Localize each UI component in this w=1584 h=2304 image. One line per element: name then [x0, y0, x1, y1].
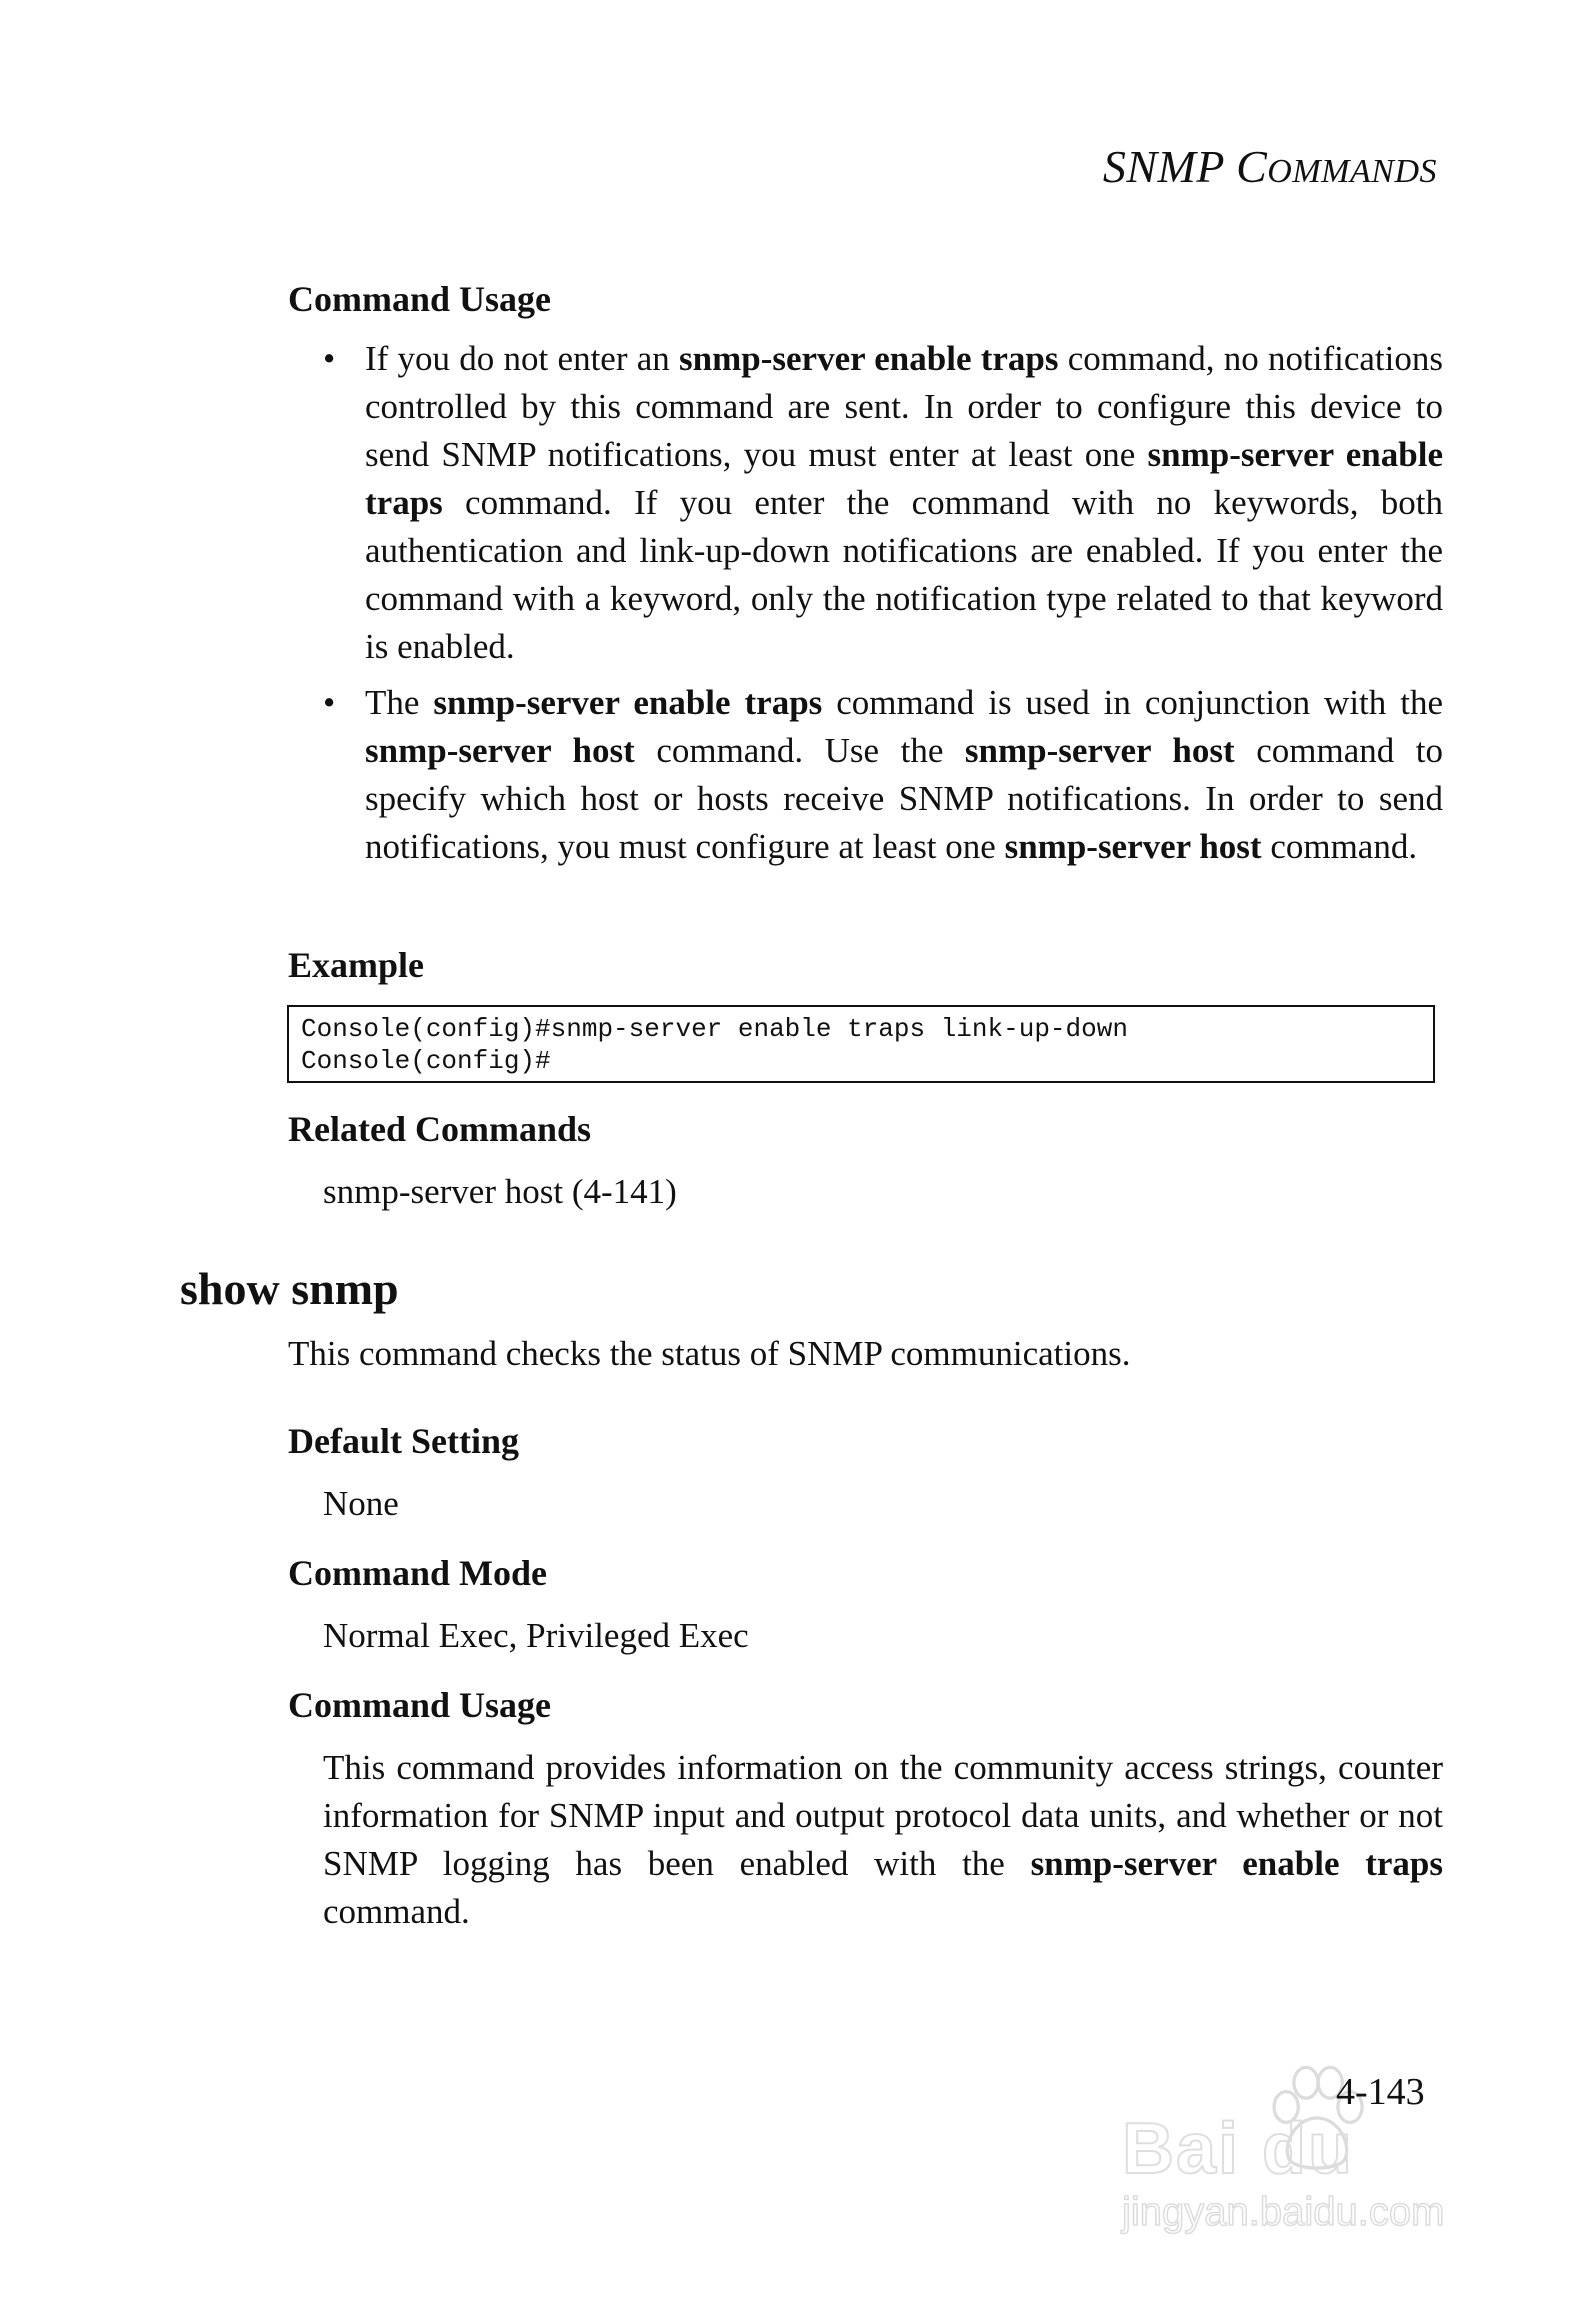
command-keyword: snmp-server enable traps	[433, 683, 823, 722]
show-snmp-title: show snmp	[180, 1263, 399, 1314]
bullet-icon: •	[323, 683, 336, 722]
example-heading: Example	[288, 945, 425, 985]
running-head	[1103, 140, 1437, 193]
usage-bullet-2	[323, 679, 1443, 871]
running-head-rest: OMMANDS	[1267, 153, 1437, 190]
command-keyword: snmp-server enable traps	[365, 435, 1443, 522]
usage-text-tail: command.	[323, 1892, 470, 1931]
usage-bullet-1	[323, 335, 1443, 671]
related-command-link[interactable]: snmp-server host (4-141)	[323, 1172, 677, 1211]
related-commands-heading: Related Commands	[288, 1109, 591, 1149]
watermark-url: jingyan.baidu.com	[1122, 2190, 1445, 2234]
default-setting-heading: Default Setting	[288, 1421, 519, 1461]
usage-bullet-2-text	[365, 683, 1443, 866]
code-line: Console(config)#snmp-server enable traps link-up-down	[301, 1014, 1128, 1044]
running-head-initial: C	[1236, 141, 1268, 192]
usage-text-bold: snmp-server enable traps	[1030, 1844, 1443, 1883]
bullet-icon: •	[323, 339, 336, 378]
page-number: 4-143	[1336, 2071, 1425, 2113]
running-head-first: SNMP	[1102, 141, 1237, 192]
command-usage-heading-2: Command Usage	[288, 1685, 552, 1725]
text-run: command, no notifications controlled by this command are sent. In order to configure this device to send SNMP notifications, you must enter at least one	[365, 339, 1443, 474]
usage-bullet-list	[323, 335, 1443, 879]
command-mode-value: Normal Exec, Privileged Exec	[323, 1616, 749, 1655]
baidu-watermark	[1122, 2068, 1492, 2238]
command-usage-text	[323, 1744, 1443, 1936]
command-keyword: snmp-server host	[964, 731, 1235, 770]
command-keyword: snmp-server host	[365, 731, 635, 770]
show-snmp-description: This command checks the status of SNMP communications.	[288, 1334, 1131, 1373]
default-setting-value: None	[323, 1484, 399, 1523]
usage-text-body: This command provides information on the community access strings, counter information for SNMP input and output protocol data units, and whether or not SNMP logging has been enabled with the	[323, 1748, 1443, 1883]
text-run: command is used in conjunction with the	[822, 683, 1443, 722]
command-keyword: snmp-server host	[1004, 827, 1262, 866]
text-run: command to specify which host or hosts receive SNMP notifications. In order to send notifications, you must configure at least one	[365, 731, 1444, 866]
usage-bullet-1-text	[365, 339, 1443, 666]
example-code-block	[287, 1005, 1435, 1083]
command-keyword: snmp-server enable traps	[679, 339, 1059, 378]
text-run: command. If you enter the command with no keywords, both authentication and link-up-down notifications are enabled. If you enter the command with a keyword, only the notification type related to that keyword is enabled.	[365, 483, 1443, 666]
text-run: If you do not enter an	[365, 339, 680, 378]
code-line: Console(config)#	[301, 1046, 551, 1076]
text-run: command. Use the	[634, 731, 965, 770]
watermark-brand: Bai du	[1122, 2109, 1355, 2189]
command-mode-heading: Command Mode	[288, 1553, 547, 1593]
text-run: The	[365, 683, 434, 722]
text-run: command.	[1261, 827, 1418, 866]
command-usage-heading: Command Usage	[288, 279, 552, 319]
